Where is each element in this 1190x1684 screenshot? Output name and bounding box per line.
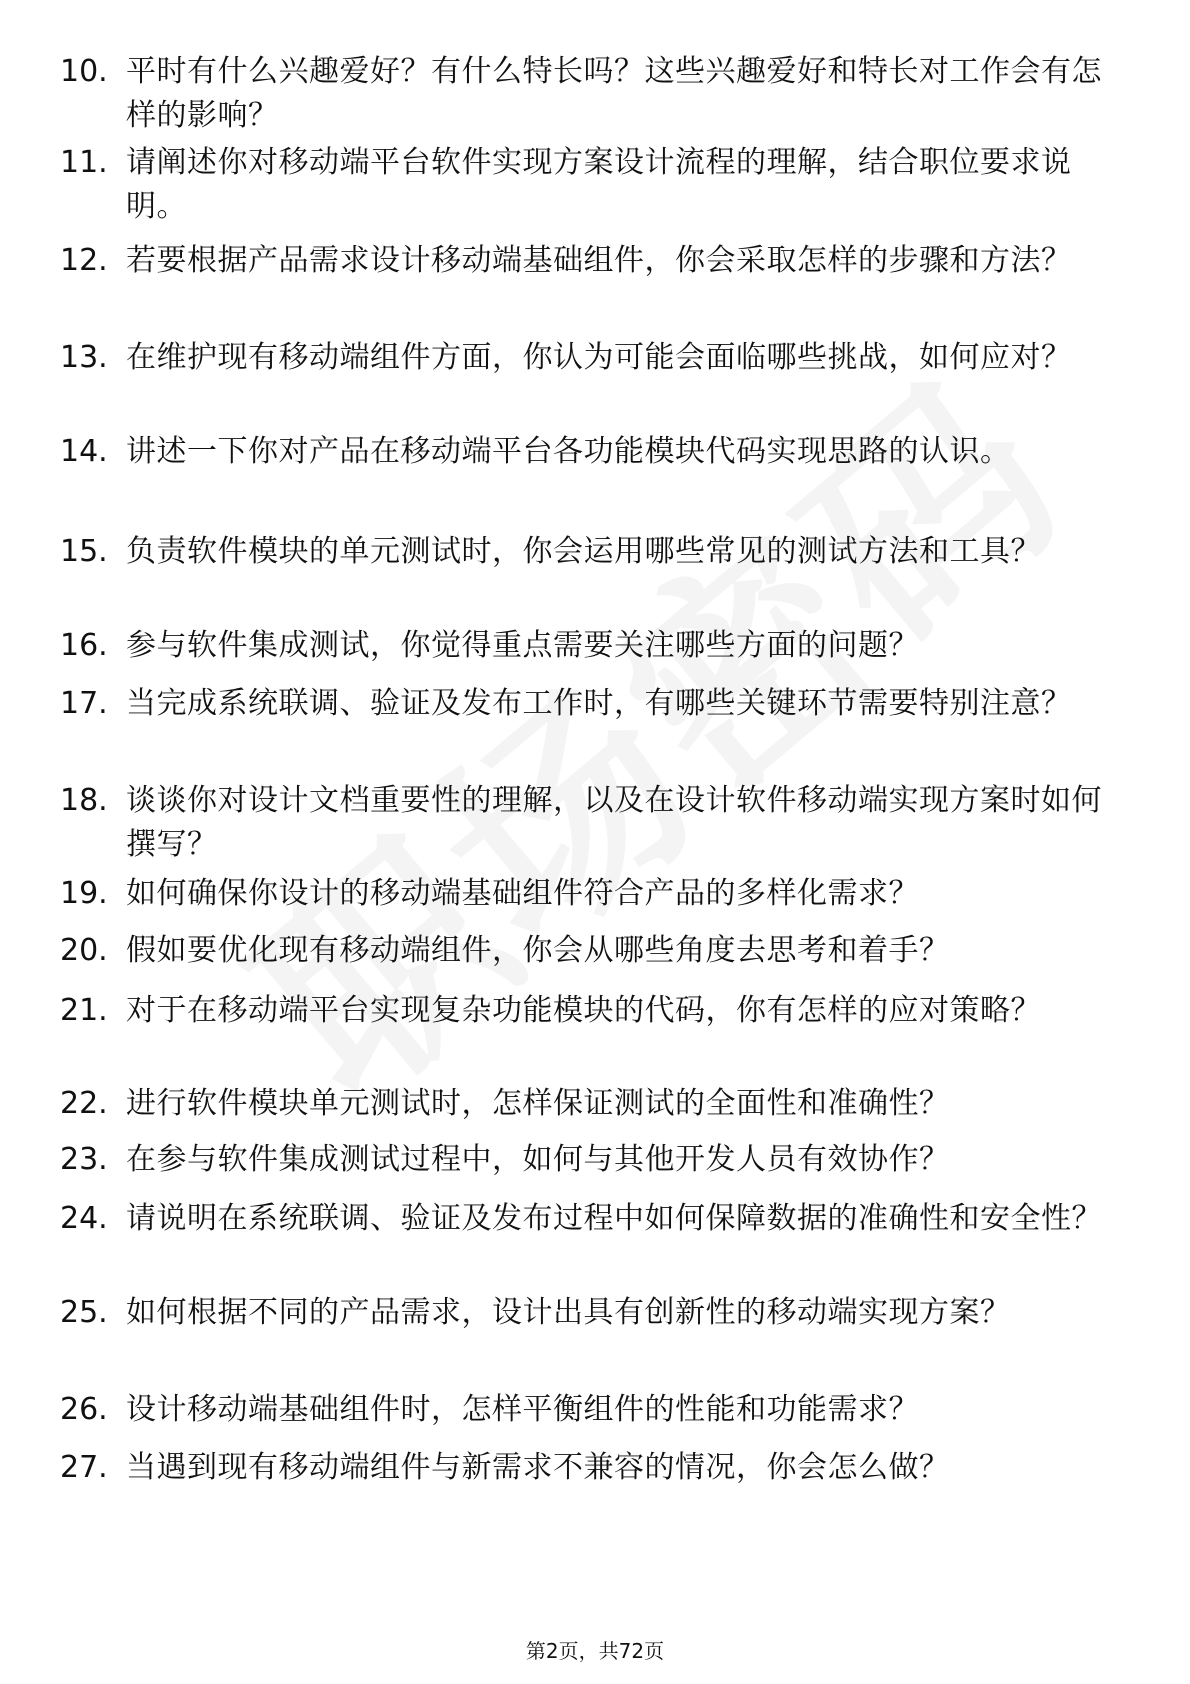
question-number: 24. [60, 1201, 108, 1236]
question-text: 若要根据产品需求设计移动端基础组件，你会采取怎样的步骤和方法？ [126, 243, 1072, 278]
question-text: 在维护现有移动端组件方面，你认为可能会面临哪些挑战，如何应对？ [126, 340, 1072, 375]
question-text: 请说明在系统联调、验证及发布过程中如何保障数据的准确性和安全性？ [126, 1201, 1102, 1236]
question-text: 参与软件集成测试，你觉得重点需要关注哪些方面的问题？ [126, 628, 919, 663]
question-text: 假如要优化现有移动端组件，你会从哪些角度去思考和着手？ [126, 933, 950, 968]
question-text: 平时有什么兴趣爱好？有什么特长吗？这些兴趣爱好和特长对工作会有怎样的影响？ [126, 54, 1102, 133]
question-number: 18. [60, 783, 108, 818]
question-number: 19. [60, 876, 108, 911]
question-text: 如何确保你设计的移动端基础组件符合产品的多样化需求？ [126, 876, 919, 911]
question-number: 10. [60, 54, 108, 89]
question-number: 16. [60, 628, 108, 663]
question-number: 15. [60, 534, 108, 569]
question-number: 17. [60, 686, 108, 721]
question-text: 在参与软件集成测试过程中，如何与其他开发人员有效协作？ [126, 1142, 950, 1177]
question-text: 请阐述你对移动端平台软件实现方案设计流程的理解，结合职位要求说明。 [126, 145, 1072, 224]
question-number: 11. [60, 145, 108, 180]
question-number: 14. [60, 434, 108, 469]
question-text: 谈谈你对设计文档重要性的理解，以及在设计软件移动端实现方案时如何撰写？ [126, 783, 1102, 862]
question-number: 25. [60, 1295, 108, 1330]
question-number: 26. [60, 1392, 108, 1427]
question-text: 当遇到现有移动端组件与新需求不兼容的情况，你会怎么做？ [126, 1450, 950, 1485]
question-text: 当完成系统联调、验证及发布工作时，有哪些关键环节需要特别注意？ [126, 686, 1072, 721]
question-number: 13. [60, 340, 108, 375]
question-text: 对于在移动端平台实现复杂功能模块的代码，你有怎样的应对策略？ [126, 993, 1041, 1028]
question-number: 22. [60, 1086, 108, 1121]
page-footer: 第2页，共72页 [525, 1639, 665, 1663]
question-number: 12. [60, 243, 108, 278]
question-text: 负责软件模块的单元测试时，你会运用哪些常见的测试方法和工具？ [126, 534, 1041, 569]
question-text: 如何根据不同的产品需求，设计出具有创新性的移动端实现方案？ [126, 1295, 1011, 1330]
question-number: 21. [60, 993, 108, 1028]
question-number: 20. [60, 933, 108, 968]
question-text: 讲述一下你对产品在移动端平台各功能模块代码实现思路的认识。 [126, 434, 1011, 469]
question-text: 进行软件模块单元测试时，怎样保证测试的全面性和准确性？ [126, 1086, 950, 1121]
question-number: 23. [60, 1142, 108, 1177]
question-number: 27. [60, 1450, 108, 1485]
question-text: 设计移动端基础组件时，怎样平衡组件的性能和功能需求？ [126, 1392, 919, 1427]
